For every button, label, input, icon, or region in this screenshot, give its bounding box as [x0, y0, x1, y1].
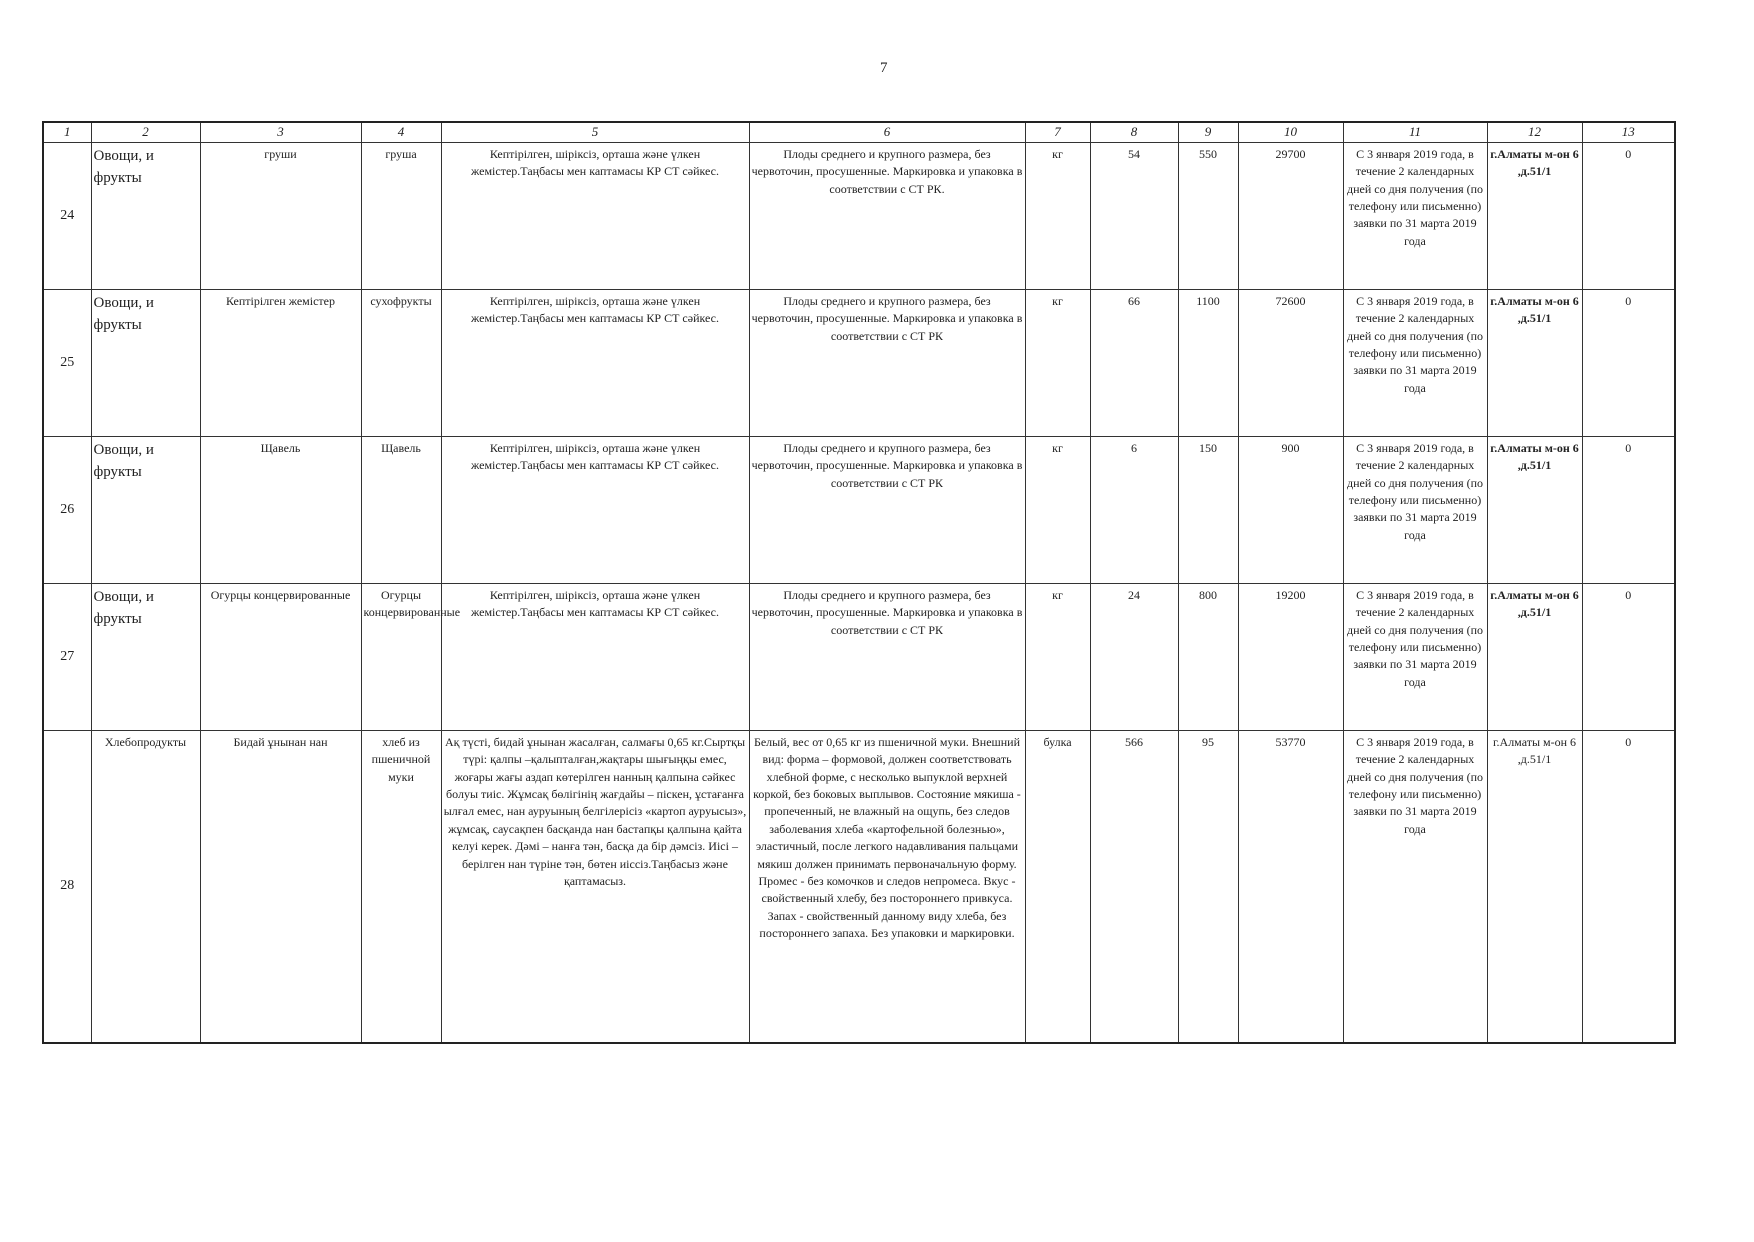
column-number: 13 [1582, 122, 1675, 142]
spec-ru-cell: Плоды среднего и крупного размера, без червоточин, просушенные. Маркировка и упаковка в соответствии с СТ РК [749, 583, 1025, 730]
quantity-cell: 566 [1090, 730, 1178, 1043]
procurement-table [42, 121, 1676, 1044]
unit-cell: кг [1025, 583, 1090, 730]
sum-cell: 29700 [1238, 142, 1343, 289]
delivery-term-cell: С 3 января 2019 года, в течение 2 календарных дней со дня получения (по телефону или письменно) заявки по 31 марта 2019 года [1343, 289, 1487, 436]
column-number: 12 [1487, 122, 1582, 142]
name-kz-cell: Кептірілген жемістер [200, 289, 361, 436]
name-ru-cell: груша [361, 142, 441, 289]
address-cell: г.Алматы м-он 6 ,д.51/1 [1487, 583, 1582, 730]
name-kz-cell: груши [200, 142, 361, 289]
spec-kz-cell: Кептірілген, шіріксіз, орташа және үлкен жемістер.Таңбасы мен каптамасы КР СТ сәйкес. [441, 436, 749, 583]
spec-kz-cell: Кептірілген, шіріксіз, орташа және үлкен жемістер.Таңбасы мен каптамасы КР СТ сәйкес. [441, 583, 749, 730]
name-kz-cell: Бидай ұнынан нан [200, 730, 361, 1043]
column-number: 11 [1343, 122, 1487, 142]
table-row [43, 436, 1675, 583]
unit-cell: булка [1025, 730, 1090, 1043]
table-row [43, 583, 1675, 730]
column-number: 2 [91, 122, 200, 142]
table-row [43, 289, 1675, 436]
column-number: 7 [1025, 122, 1090, 142]
spec-kz-cell: Кептірілген, шіріксіз, орташа және үлкен жемістер.Таңбасы мен каптамасы КР СТ сәйкес. [441, 289, 749, 436]
column-number: 9 [1178, 122, 1238, 142]
name-ru-cell: Огурцы концервированные [361, 583, 441, 730]
quantity-cell: 54 [1090, 142, 1178, 289]
column-number: 10 [1238, 122, 1343, 142]
address-cell: г.Алматы м-он 6 ,д.51/1 [1487, 289, 1582, 436]
name-ru-cell: сухофрукты [361, 289, 441, 436]
spec-ru-cell: Плоды среднего и крупного размера, без червоточин, просушенные. Маркировка и упаковка в соответствии с СТ РК. [749, 142, 1025, 289]
column-number: 5 [441, 122, 749, 142]
spec-ru-cell: Плоды среднего и крупного размера, без червоточин, просушенные. Маркировка и упаковка в соответствии с СТ РК [749, 289, 1025, 436]
category-cell: Овощи, и фрукты [91, 142, 200, 289]
page-number: 7 [880, 60, 888, 76]
row-number: 24 [43, 142, 91, 289]
spec-ru-cell: Белый, вес от 0,65 кг из пшеничной муки. Внешний вид: форма – формовой, должен соответствовать хлебной форме, с несколько выпуклой верхней коркой, без боковых выплывов. Состояние мякиша - пропеченный, не влажный на ощупь, без следов заболевания хлеба «картофельной болезнью», эластичный, после легкого надавливания пальцами мякиш должен принимать первоначальную форму. Промес - без комочков и следов непромеса. Вкус - свойственный хлебу, без постороннего привкуса. Запах - свойственный данному виду хлеба, без постороннего запаха. Без упаковки и маркировки. [749, 730, 1025, 1043]
column-number: 8 [1090, 122, 1178, 142]
delivery-term-cell: С 3 января 2019 года, в течение 2 календарных дней со дня получения (по телефону или письменно) заявки по 31 марта 2019 года [1343, 436, 1487, 583]
delivery-term-cell: С 3 января 2019 года, в течение 2 календарных дней со дня получения (по телефону или письменно) заявки по 31 марта 2019 года [1343, 730, 1487, 1043]
delivery-term-cell: С 3 января 2019 года, в течение 2 календарных дней со дня получения (по телефону или письменно) заявки по 31 марта 2019 года [1343, 583, 1487, 730]
advance-cell: 0 [1582, 289, 1675, 436]
name-ru-cell: Щавель [361, 436, 441, 583]
unit-cell: кг [1025, 436, 1090, 583]
sum-cell: 19200 [1238, 583, 1343, 730]
row-number: 26 [43, 436, 91, 583]
price-cell: 95 [1178, 730, 1238, 1043]
advance-cell: 0 [1582, 436, 1675, 583]
sum-cell: 53770 [1238, 730, 1343, 1043]
address-cell: г.Алматы м-он 6 ,д.51/1 [1487, 142, 1582, 289]
sum-cell: 72600 [1238, 289, 1343, 436]
row-number: 28 [43, 730, 91, 1043]
quantity-cell: 24 [1090, 583, 1178, 730]
spec-kz-cell: Ақ түсті, бидай ұнынан жасалған, салмағы 0,65 кг.Сыртқы түрі: қалпы –қалыпталған,жақтары шығыңқы емес, жоғары жағы аздап көтерілген нанның қалпына сәйкес болуы тиіс. Жұмсақ бөлігінің жағдайы – піскен, ұстағанға ылғал емес, нан ауруының белгілерісіз «картоп ауруысыз», жұмсақ, саусақпен басқанда нан бастапқы қалпына қайта келуі керек. Дәмі – нанға тән, басқа да бір дәмсіз. Иісі – берілген нан түріне тән, бөтен иіссіз.Таңбасыз және қаптамасыз. [441, 730, 749, 1043]
category-cell: Хлебопродукты [91, 730, 200, 1043]
category-cell: Овощи, и фрукты [91, 289, 200, 436]
quantity-cell: 6 [1090, 436, 1178, 583]
price-cell: 550 [1178, 142, 1238, 289]
column-number: 3 [200, 122, 361, 142]
column-number: 1 [43, 122, 91, 142]
column-number: 6 [749, 122, 1025, 142]
quantity-cell: 66 [1090, 289, 1178, 436]
price-cell: 1100 [1178, 289, 1238, 436]
price-cell: 800 [1178, 583, 1238, 730]
column-number-row [43, 122, 1675, 142]
name-kz-cell: Щавель [200, 436, 361, 583]
advance-cell: 0 [1582, 583, 1675, 730]
advance-cell: 0 [1582, 730, 1675, 1043]
category-cell: Овощи, и фрукты [91, 583, 200, 730]
unit-cell: кг [1025, 142, 1090, 289]
category-cell: Овощи, и фрукты [91, 436, 200, 583]
spec-kz-cell: Кептірілген, шіріксіз, орташа және үлкен жемістер.Таңбасы мен каптамасы КР СТ сәйкес. [441, 142, 749, 289]
table-row [43, 730, 1675, 1043]
address-cell: г.Алматы м-он 6 ,д.51/1 [1487, 730, 1582, 1043]
advance-cell: 0 [1582, 142, 1675, 289]
price-cell: 150 [1178, 436, 1238, 583]
spec-ru-cell: Плоды среднего и крупного размера, без червоточин, просушенные. Маркировка и упаковка в соответствии с СТ РК [749, 436, 1025, 583]
address-cell: г.Алматы м-он 6 ,д.51/1 [1487, 436, 1582, 583]
delivery-term-cell: С 3 января 2019 года, в течение 2 календарных дней со дня получения (по телефону или письменно) заявки по 31 марта 2019 года [1343, 142, 1487, 289]
name-kz-cell: Огурцы концервированные [200, 583, 361, 730]
column-number: 4 [361, 122, 441, 142]
unit-cell: кг [1025, 289, 1090, 436]
row-number: 25 [43, 289, 91, 436]
sum-cell: 900 [1238, 436, 1343, 583]
name-ru-cell: хлеб из пшеничной муки [361, 730, 441, 1043]
row-number: 27 [43, 583, 91, 730]
table-row [43, 142, 1675, 289]
